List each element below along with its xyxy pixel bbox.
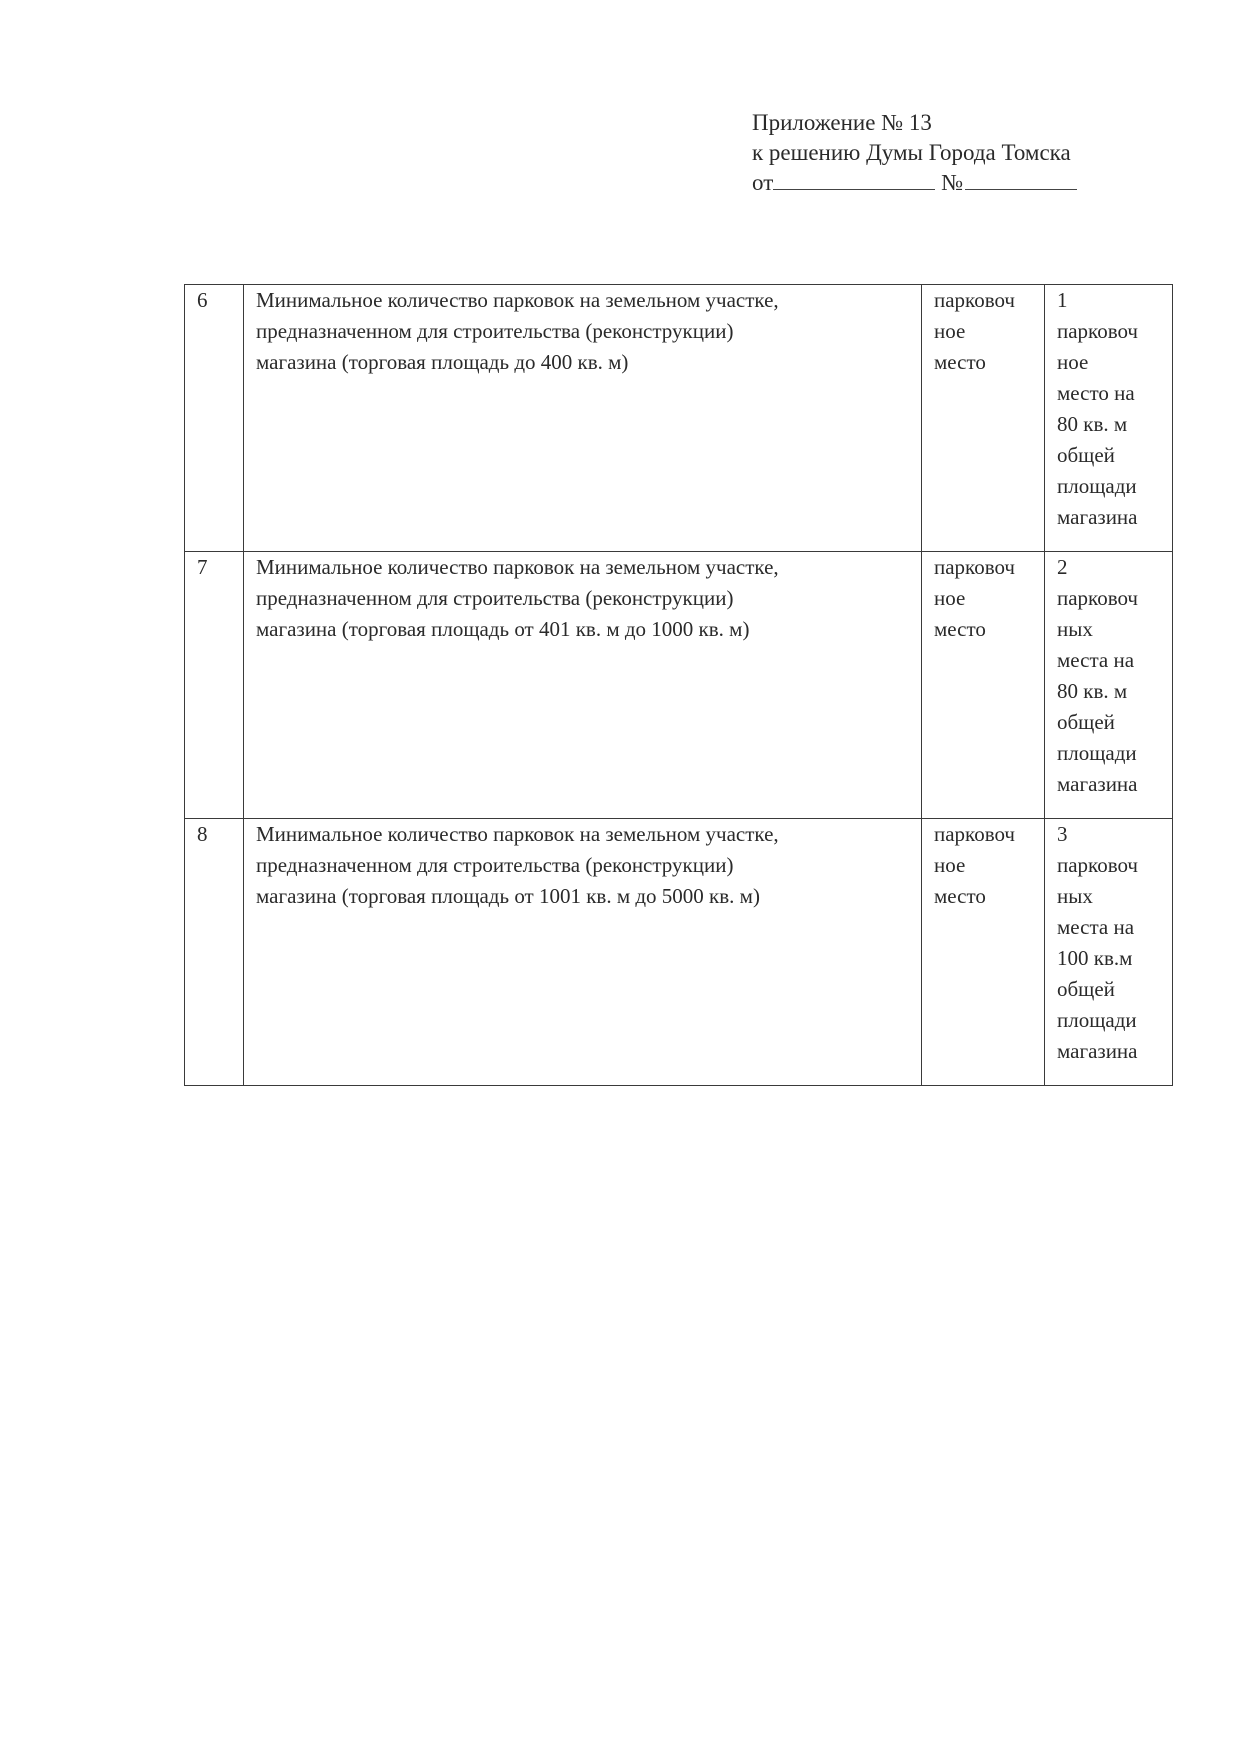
norm-line: ное <box>1057 350 1089 374</box>
date-blank-line <box>773 169 935 190</box>
number-sign: № <box>941 170 964 195</box>
row-number: 7 <box>185 552 244 819</box>
row-unit <box>922 285 1045 552</box>
norm-line: площади <box>1057 741 1137 765</box>
description-line: магазина (торговая площадь до 400 кв. м) <box>256 350 629 374</box>
unit-line: парковоч <box>934 288 1015 312</box>
description-line: предназначенном для строительства (реконструкции) <box>256 586 734 610</box>
row-unit <box>922 552 1045 819</box>
appendix-title: Приложение № 13 <box>752 110 932 135</box>
row-number: 6 <box>185 285 244 552</box>
norm-line: 80 кв. м <box>1057 412 1128 436</box>
unit-line: место <box>934 350 986 374</box>
table-row <box>185 285 1173 552</box>
table-row <box>185 819 1173 1086</box>
unit-line: парковоч <box>934 555 1015 579</box>
norm-line: общей <box>1057 710 1115 734</box>
row-number: 8 <box>185 819 244 1086</box>
description-line: Минимальное количество парковок на земельном участке, <box>256 822 779 846</box>
row-unit <box>922 819 1045 1086</box>
norm-line: 3 <box>1057 822 1068 846</box>
norm-line: площади <box>1057 1008 1137 1032</box>
row-norm <box>1045 552 1173 819</box>
norm-line: площади <box>1057 474 1137 498</box>
appendix-header <box>752 108 1077 198</box>
norm-line: магазина <box>1057 1039 1138 1063</box>
unit-line: ное <box>934 586 966 610</box>
unit-line: место <box>934 884 986 908</box>
description-line: предназначенном для строительства (реконструкции) <box>256 853 734 877</box>
description-line: магазина (торговая площадь от 1001 кв. м до 5000 кв. м) <box>256 884 760 908</box>
norm-line: общей <box>1057 977 1115 1001</box>
unit-line: ное <box>934 319 966 343</box>
norm-line: парковоч <box>1057 586 1138 610</box>
norm-line: 1 <box>1057 288 1068 312</box>
description-line: магазина (торговая площадь от 401 кв. м до 1000 кв. м) <box>256 617 750 641</box>
norm-line: 2 <box>1057 555 1068 579</box>
description-line: Минимальное количество парковок на земельном участке, <box>256 555 779 579</box>
row-norm <box>1045 285 1173 552</box>
norm-line: общей <box>1057 443 1115 467</box>
appendix-date-number-line <box>752 168 1077 198</box>
number-blank-line <box>965 169 1077 190</box>
row-description <box>244 285 922 552</box>
norm-line: ных <box>1057 617 1093 641</box>
unit-line: парковоч <box>934 822 1015 846</box>
table-row <box>185 552 1173 819</box>
row-description <box>244 819 922 1086</box>
norm-line: 80 кв. м <box>1057 679 1128 703</box>
norm-line: места на <box>1057 648 1135 672</box>
row-norm <box>1045 819 1173 1086</box>
appendix-decision-ref: к решению Думы Города Томска <box>752 140 1071 165</box>
norm-line: парковоч <box>1057 853 1138 877</box>
norm-line: ных <box>1057 884 1093 908</box>
parking-norms-table <box>184 284 1173 1086</box>
norm-line: магазина <box>1057 772 1138 796</box>
row-description <box>244 552 922 819</box>
norm-line: место на <box>1057 381 1135 405</box>
norm-line: парковоч <box>1057 319 1138 343</box>
norm-line: места на <box>1057 915 1135 939</box>
norm-line: 100 кв.м <box>1057 946 1133 970</box>
norm-line: магазина <box>1057 505 1138 529</box>
unit-line: место <box>934 617 986 641</box>
unit-line: ное <box>934 853 966 877</box>
description-line: Минимальное количество парковок на земельном участке, <box>256 288 779 312</box>
date-prefix: от <box>752 170 774 195</box>
description-line: предназначенном для строительства (реконструкции) <box>256 319 734 343</box>
